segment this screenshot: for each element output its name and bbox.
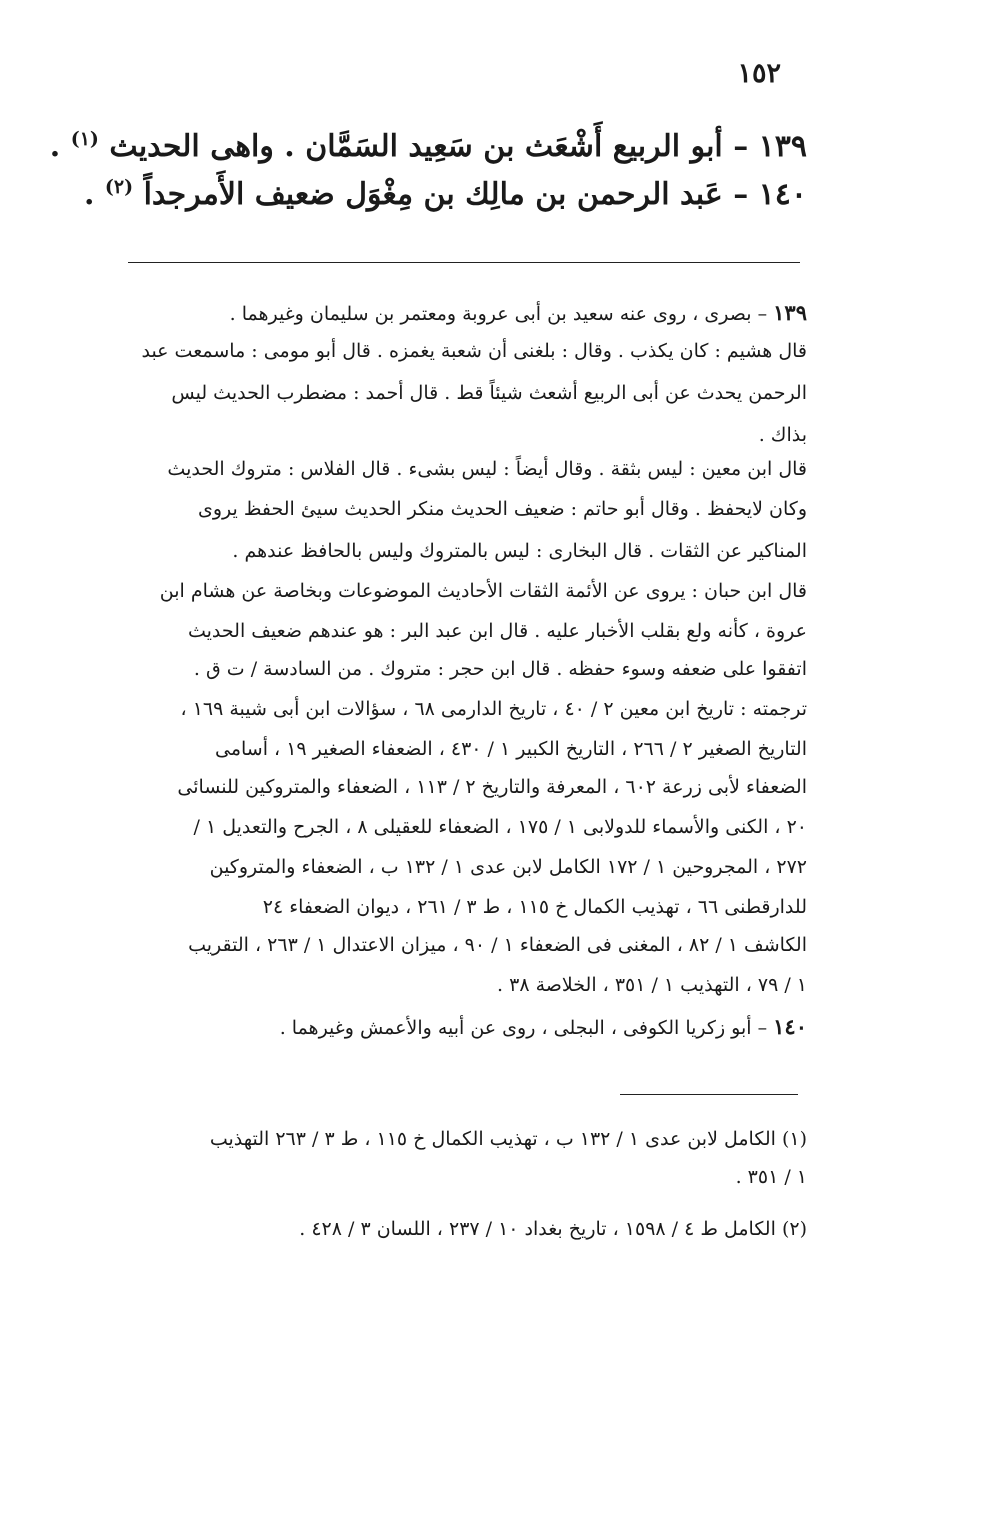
entry-text: عَبد الرحمن بن مالِك بن مِغْوَل ضعيف الأَمرجداً xyxy=(143,177,723,212)
note-line xyxy=(280,1014,807,1039)
entry-end: . xyxy=(84,177,95,212)
note-line: الضعفاء لأبى زرعة ٦٠٢ ، المعرفة والتاريخ ٢ / ١١٣ ، الضعفاء والمتروكين للنسائى xyxy=(177,776,807,798)
footnote-marker: (٢) xyxy=(104,176,134,198)
entry-text: أبو الربيع أَشْعَث بن سَعِيد السَمَّان . واهى الحديث xyxy=(109,129,723,164)
note-line: ٢٧٢ ، المجروحين ١ / ١٧٢ الكامل لابن عدى ١ / ١٣٢ ب ، الضعفاء والمتروكين xyxy=(209,856,807,878)
entry-dash: – xyxy=(733,129,749,164)
entry-end: . xyxy=(49,129,61,164)
footnote-marker: (٢) xyxy=(781,1218,807,1240)
main-entry xyxy=(84,176,807,212)
note-dash: – xyxy=(757,303,768,325)
note-line: ترجمته : تاريخ ابن معين ٢ / ٤٠ ، تاريخ الدارمى ٦٨ ، سؤالات ابن أبى شيبة ١٦٩ ، xyxy=(180,698,807,720)
note-line: المناكير عن الثقات . قال البخارى : ليس بالمتروك وليس بالحافظ عندهم . xyxy=(232,540,807,562)
note-line: الرحمن يحدث عن أبى الربيع أشعث شيئاً قط . قال أحمد : مضطرب الحديث ليس xyxy=(171,382,807,404)
note-line: ١ / ٧٩ ، التهذيب ١ / ٣٥١ ، الخلاصة ٣٨ . xyxy=(497,974,807,996)
footnote-text: الكامل ط ٤ / ١٥٩٨ ، تاريخ بغداد ١٠ / ٢٣٧ ، اللسان ٣ / ٤٢٨ . xyxy=(299,1218,776,1240)
note-line: وكان لايحفظ . وقال أبو حاتم : ضعيف الحديث منكر الحديث سيئ الحفظ يروى xyxy=(197,498,807,520)
entry-dash: – xyxy=(733,177,749,212)
separator-rule xyxy=(128,262,800,263)
footnote xyxy=(210,1128,807,1150)
note-line: قال هشيم : كان يكذب . وقال : بلغنى أن شعبة يغمزه . قال أبو مومى : ماسمعت عبد xyxy=(141,340,807,362)
footnote xyxy=(299,1218,807,1240)
note-dash: – xyxy=(757,1017,768,1039)
note-line: التاريخ الصغير ٢ / ٢٦٦ ، التاريخ الكبير ١ / ٤٣٠ ، الضعفاء الصغير ١٩ ، أسامى xyxy=(214,738,807,760)
note-text: بصرى ، روى عنه سعيد بن أبى عروبة ومعتمر بن سليمان وغيرهما . xyxy=(229,303,752,325)
note-line: ٢٠ ، الكنى والأسماء للدولابى ١ / ١٧٥ ، الضعفاء للعقيلى ٨ ، الجرح والتعديل ١ / xyxy=(193,816,807,838)
entry-number: ١٤٠ xyxy=(758,177,807,212)
note-line: قال ابن معين : ليس بثقة . وقال أيضاً : ليس بشىء . قال الفلاس : متروك الحديث xyxy=(167,458,807,480)
note-line: للدارقطنى ٦٦ ، تهذيب الكمال خ ١١٥ ، ط ٣ / ٢٦١ ، ديوان الضعفاء ٢٤ xyxy=(262,896,807,918)
footnote-marker: (١) xyxy=(781,1128,807,1150)
entry-number: ١٣٩ xyxy=(758,129,807,164)
note-number: ١٣٩ xyxy=(773,300,807,325)
note-line: اتفقوا على ضعفه وسوء حفظه . قال ابن حجر : متروك . من السادسة / ت ق . xyxy=(193,658,807,680)
footnote-marker: (١) xyxy=(70,128,99,150)
footnote-text: الكامل لابن عدى ١ / ١٣٢ ب ، تهذيب الكمال خ ١١٥ ، ط ٣ / ٢٦٣ التهذيب xyxy=(209,1128,776,1150)
note-line: عروة ، كأنه ولع بقلب الأخبار عليه . قال ابن عبد البر : هو عندهم ضعيف الحديث xyxy=(187,620,807,642)
note-line xyxy=(230,300,807,325)
note-line: الكاشف ١ / ٨٢ ، المغنى فى الضعفاء ١ / ٩٠ ، ميزان الاعتدال ١ / ٢٦٣ ، التقريب xyxy=(188,934,807,956)
footnote-continuation: ١ / ٣٥١ . xyxy=(735,1166,807,1188)
note-text: أبو زكريا الكوفى ، البجلى ، روى عن أبيه والأعمش وغيرهما . xyxy=(279,1017,752,1039)
note-line: بذاك . xyxy=(758,424,807,446)
page-number: ١٥٢ xyxy=(737,58,781,89)
note-line: قال ابن حبان : يروى عن الأئمة الثقات الأحاديث الموضوعات وبخاصة عن هشام ابن xyxy=(159,580,807,602)
main-entry xyxy=(50,128,807,164)
footnote-rule xyxy=(620,1094,798,1095)
note-number: ١٤٠ xyxy=(773,1014,807,1039)
